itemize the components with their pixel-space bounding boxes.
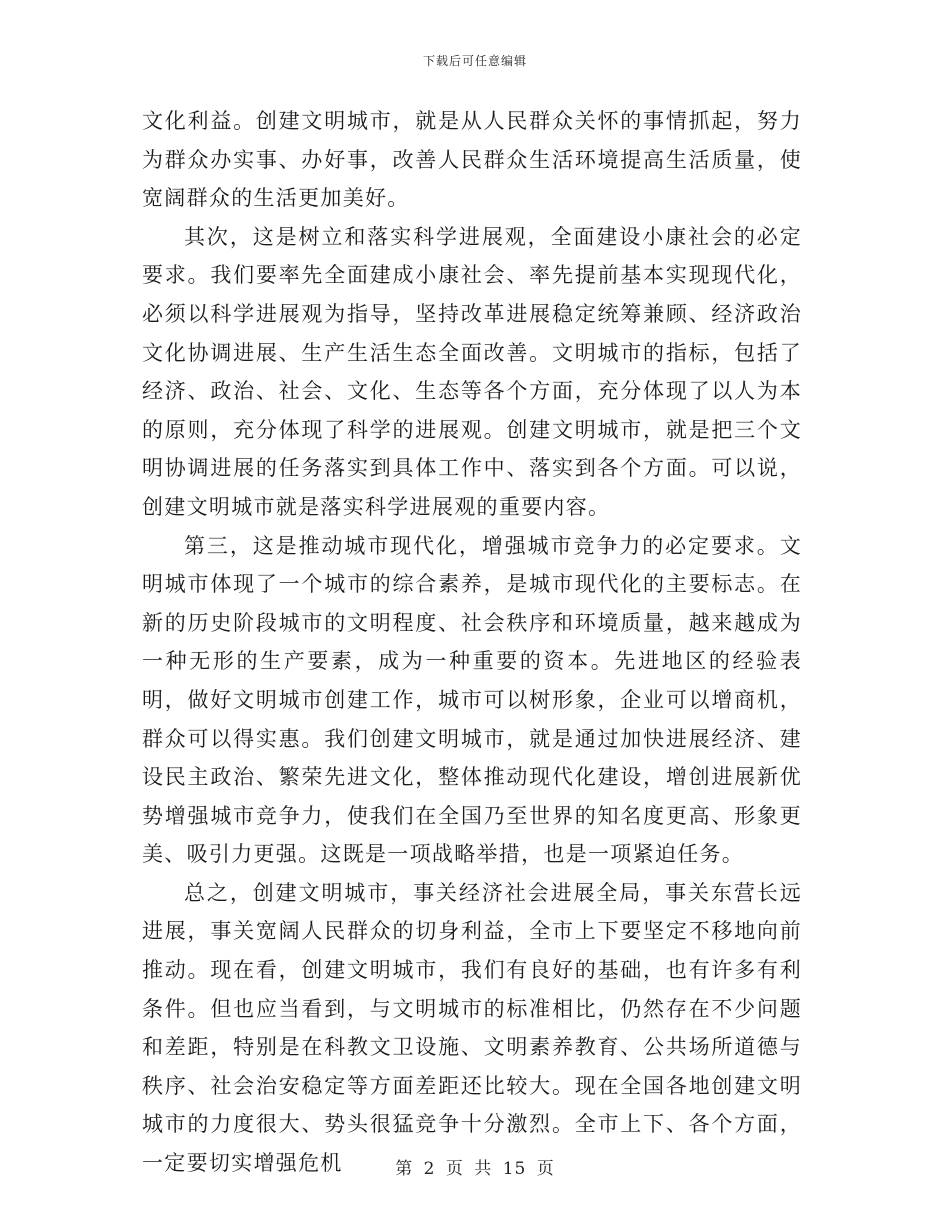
paragraph-1: 文化利益。创建文明城市，就是从人民群众关怀的事情抓起，努力为群众办实事、办好事，改善人民群众生活环境提高生活质量，使宽阔群众的生活更加美好。 bbox=[142, 109, 802, 211]
page-header-note: 下载后可任意编辑 bbox=[422, 54, 527, 68]
paragraph-3: 第三，这是推动城市现代化，增强城市竞争力的必定要求。文明城市体现了一个城市的综合素养，是城市现代化的主要标志。在新的历史阶段城市的文明程度、社会秩序和环境质量，越来越成为一种无形的生产要素，成为一种重要的资本。先进地区的经验表明，做好文明城市创建工作，城市可以树形象，企业可以增商机，群众可以得实惠。我们创建文明城市，就是通过加快进展经济、建设民主政治、繁荣先进文化，整体推动现代化建设，增创进展新优势增强城市竞争力，使我们在全国乃至世界的知名度更高、形象更美、吸引力更强。这既是一项战略举措，也是一项紧迫任务。 bbox=[142, 533, 802, 867]
page-number-footer: 第 2 页 共 15 页 bbox=[395, 1159, 555, 1179]
document-body bbox=[142, 102, 802, 1183]
paragraph-2: 其次，这是树立和落实科学进展观，全面建设小康社会的必定要求。我们要率先全面建成小康社会、率先提前基本实现现代化，必须以科学进展观为指导，坚持改革进展稳定统筹兼顾、经济政治文化协调进展、生产生活生态全面改善。文明城市的指标，包括了经济、政治、社会、文化、生态等各个方面，充分体现了以人为本的原则，充分体现了科学的进展观。创建文明城市，就是把三个文明协调进展的任务落实到具体工作中、落实到各个方面。可以说，创建文明城市就是落实科学进展观的重要内容。 bbox=[142, 224, 802, 519]
paragraph-4: 总之，创建文明城市，事关经济社会进展全局，事关东营长远进展，事关宽阔人民群众的切身利益，全市上下要坚定不移地向前推动。现在看，创建文明城市，我们有良好的基础，也有许多有利条件。但也应当看到，与文明城市的标准相比，仍然存在不少问题和差距，特别是在科教文卫设施、文明素养教育、公共场所道德与秩序、社会治安稳定等方面差距还比较大。现在全国各地创建文明城市的力度很大、势头很猛竞争十分激烈。全市上下、各个方面，一定要切实增强危机 bbox=[142, 880, 802, 1176]
